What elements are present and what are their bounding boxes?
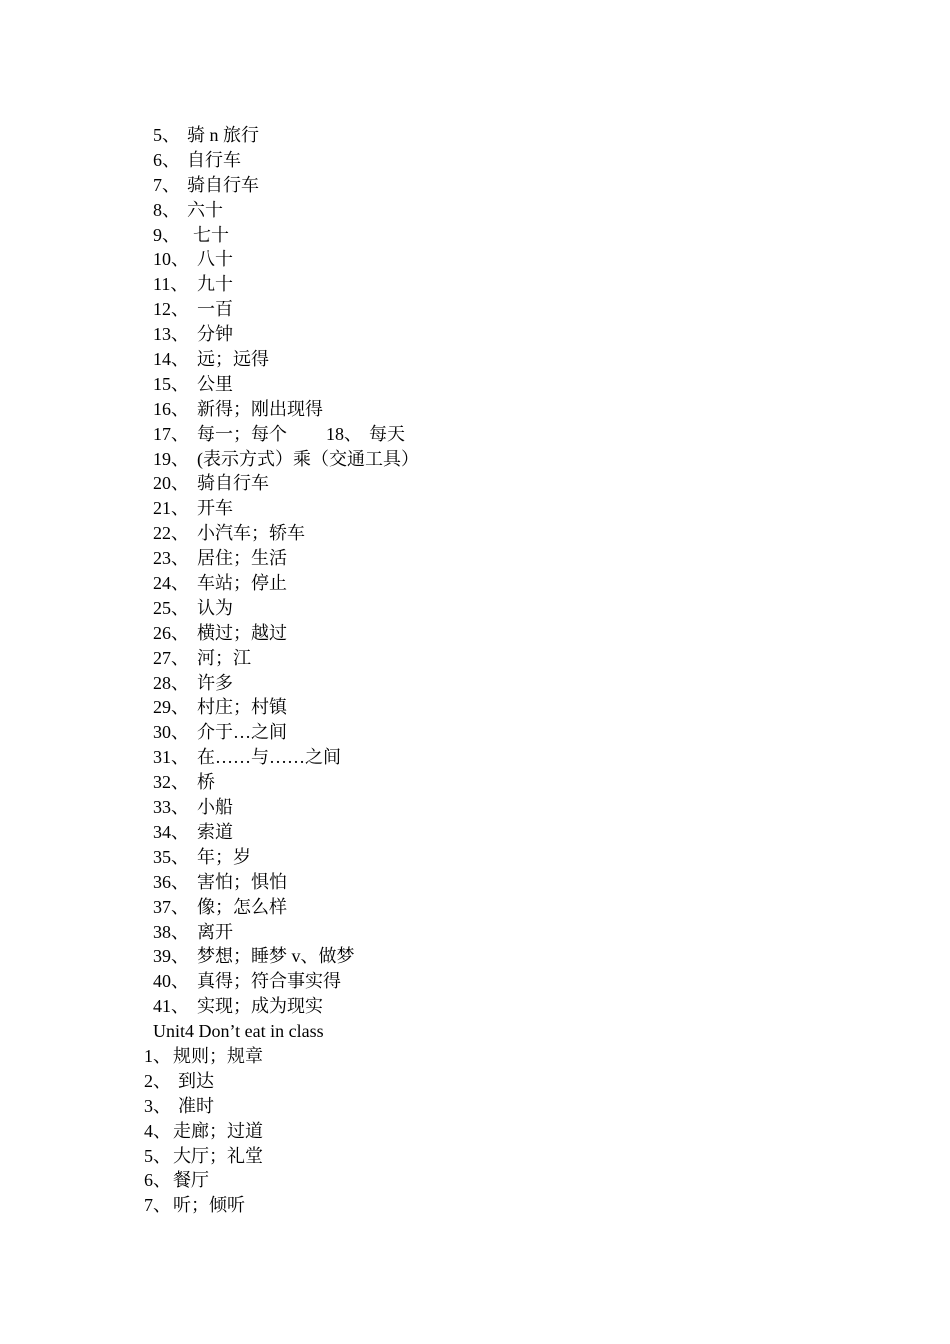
- item-number: 25、: [153, 597, 189, 618]
- item-number: 28、: [153, 672, 189, 693]
- vocab-item: [0, 1069, 950, 1094]
- item-meaning: 横过；越过: [197, 622, 287, 643]
- item-number: 18、: [326, 423, 362, 444]
- item-number: 2、: [144, 1070, 171, 1091]
- item-number: 22、: [153, 523, 189, 544]
- vocab-item: [0, 621, 950, 646]
- vocab-item: [0, 223, 950, 248]
- item-meaning: 真得；符合事实得: [197, 971, 341, 992]
- item-meaning: 到达: [178, 1070, 214, 1091]
- item-meaning: 车站；停止: [197, 573, 287, 594]
- item-meaning: 准时: [178, 1095, 214, 1116]
- item-meaning: 索道: [197, 821, 233, 842]
- vocab-item: [0, 447, 950, 472]
- vocab-item: [0, 123, 950, 148]
- item-meaning: 认为: [197, 597, 233, 618]
- vocab-item: [0, 546, 950, 571]
- item-number: 37、: [153, 896, 189, 917]
- vocab-item: [0, 845, 950, 870]
- item-meaning: 小船: [197, 797, 233, 818]
- item-number: 40、: [153, 971, 189, 992]
- item-meaning: 在……与……之间: [197, 747, 341, 768]
- item-meaning: 介于…之间: [197, 722, 287, 743]
- item-meaning: 公里: [197, 373, 233, 394]
- item-number: 38、: [153, 921, 189, 942]
- item-meaning: 居住；生活: [197, 548, 287, 569]
- item-meaning: 害怕；惧怕: [197, 871, 287, 892]
- unit-heading: [0, 1019, 950, 1044]
- item-number: 19、: [153, 448, 189, 469]
- vocab-item: [0, 1168, 950, 1193]
- item-number: 16、: [153, 398, 189, 419]
- item-number: 14、: [153, 349, 189, 370]
- item-meaning: 一百: [197, 299, 233, 320]
- vocabulary-list: [0, 123, 950, 1218]
- vocab-item: [0, 322, 950, 347]
- item-meaning: 小汽车；轿车: [197, 523, 305, 544]
- vocab-item: [0, 745, 950, 770]
- item-number: 20、: [153, 473, 189, 494]
- vocab-item: [0, 247, 950, 272]
- item-meaning: 实现；成为现实: [197, 996, 323, 1017]
- item-meaning: 走廊；过道: [173, 1120, 263, 1141]
- item-number: 24、: [153, 573, 189, 594]
- item-meaning: 自行车: [187, 149, 241, 170]
- item-number: 29、: [153, 697, 189, 718]
- item-number: 9、: [153, 224, 180, 245]
- item-number: 26、: [153, 622, 189, 643]
- item-meaning: 开车: [197, 498, 233, 519]
- item-meaning: (表示方式）乘（交通工具）: [197, 448, 419, 469]
- vocab-item: [0, 521, 950, 546]
- item-meaning: 分钟: [197, 324, 233, 345]
- item-meaning: 许多: [197, 672, 233, 693]
- vocab-item: [0, 571, 950, 596]
- item-number: 32、: [153, 772, 189, 793]
- vocab-item: [0, 422, 950, 447]
- item-meaning: 骑 n 旅行: [187, 125, 259, 145]
- vocab-item: [0, 471, 950, 496]
- item-number: 6、: [144, 1170, 171, 1191]
- item-number: 11、: [153, 274, 189, 295]
- vocab-item: [0, 895, 950, 920]
- vocab-item: [0, 795, 950, 820]
- vocab-item: [0, 770, 950, 795]
- item-number: 4、: [144, 1120, 171, 1141]
- item-number: 36、: [153, 871, 189, 892]
- item-meaning: 规则；规章: [173, 1045, 263, 1066]
- item-meaning: 河；江: [197, 647, 251, 668]
- vocab-item: [0, 173, 950, 198]
- item-number: 12、: [153, 299, 189, 320]
- item-meaning: 梦想；睡梦 v、做梦: [197, 946, 355, 967]
- item-meaning: 大厅；礼堂: [173, 1145, 263, 1166]
- item-meaning: 听；倾听: [173, 1195, 245, 1216]
- vocab-item: [0, 1193, 950, 1218]
- vocab-item: [0, 272, 950, 297]
- vocab-item: [0, 198, 950, 223]
- vocab-item: [0, 646, 950, 671]
- item-meaning: 每天: [369, 423, 405, 444]
- item-number: 21、: [153, 498, 189, 519]
- item-meaning: 远；远得: [197, 349, 269, 370]
- vocab-item: [0, 347, 950, 372]
- vocab-item: [0, 1144, 950, 1169]
- vocab-item: [0, 372, 950, 397]
- item-number: 30、: [153, 722, 189, 743]
- vocab-item: [0, 596, 950, 621]
- item-meaning: 离开: [197, 921, 233, 942]
- vocab-item: [0, 397, 950, 422]
- item-number: 33、: [153, 797, 189, 818]
- item-meaning: 年；岁: [197, 846, 251, 867]
- item-number: 7、: [144, 1195, 171, 1216]
- item-number: 17、: [153, 423, 189, 444]
- item-number: 35、: [153, 846, 189, 867]
- item-number: 39、: [153, 946, 189, 967]
- item-meaning: 九十: [197, 274, 233, 295]
- item-number: 5、: [153, 125, 180, 145]
- item-meaning: 村庄；村镇: [197, 697, 287, 718]
- vocab-item: [0, 695, 950, 720]
- vocab-item: [0, 148, 950, 173]
- vocab-item: [0, 671, 950, 696]
- vocab-item: [0, 720, 950, 745]
- vocab-item: [0, 1044, 950, 1069]
- vocab-item: [0, 944, 950, 969]
- vocab-item: [0, 1119, 950, 1144]
- vocab-item: [0, 496, 950, 521]
- unit-title: Unit4 Don’t eat in class: [153, 1021, 324, 1042]
- item-number: 31、: [153, 747, 189, 768]
- item-meaning: 每一；每个: [197, 423, 287, 444]
- item-number: 10、: [153, 249, 189, 270]
- item-number: 15、: [153, 373, 189, 394]
- item-meaning: 餐厅: [173, 1170, 209, 1191]
- vocab-item: [0, 920, 950, 945]
- vocab-item: [0, 870, 950, 895]
- item-number: 41、: [153, 996, 189, 1017]
- item-meaning: 八十: [197, 249, 233, 270]
- item-meaning: 骑自行车: [187, 174, 259, 195]
- item-number: 23、: [153, 548, 189, 569]
- item-number: 1、: [144, 1045, 171, 1066]
- item-meaning: 像；怎么样: [197, 896, 287, 917]
- item-meaning: 桥: [197, 772, 215, 793]
- vocab-item: [0, 820, 950, 845]
- vocab-item: [0, 994, 950, 1019]
- item-meaning: 七十: [193, 224, 229, 245]
- item-number: 27、: [153, 647, 189, 668]
- vocab-item: [0, 969, 950, 994]
- item-number: 3、: [144, 1095, 171, 1116]
- item-number: 13、: [153, 324, 189, 345]
- vocab-item: [0, 1094, 950, 1119]
- item-number: 7、: [153, 174, 180, 195]
- item-meaning: 六十: [187, 199, 223, 220]
- vocab-item: [0, 297, 950, 322]
- item-number: 5、: [144, 1145, 171, 1166]
- item-number: 6、: [153, 149, 180, 170]
- item-number: 8、: [153, 199, 180, 220]
- item-meaning: 骑自行车: [197, 473, 269, 494]
- item-number: 34、: [153, 821, 189, 842]
- item-meaning: 新得；刚出现得: [197, 398, 323, 419]
